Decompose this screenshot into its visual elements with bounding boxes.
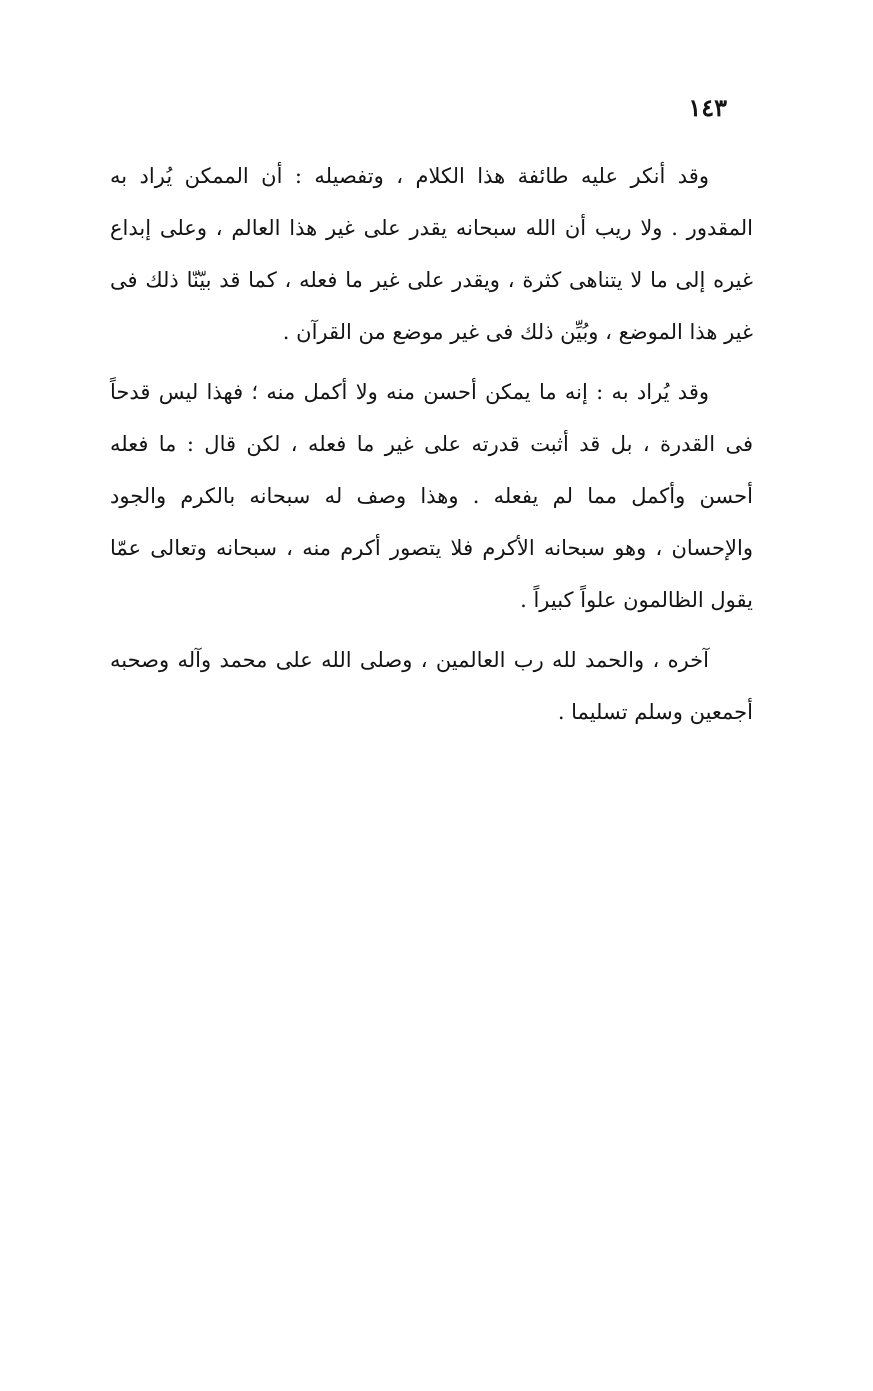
body-text	[110, 150, 753, 746]
paragraph-2: وقد يُراد به : إنه ما يمكن أحسن منه ولا أكمل منه ؛ فهذا ليس قدحاً فى القدرة ، بل قد أثبت قدرته على غير ما فعله ، لكن قال : ما فعله أحسن وأكمل مما لم يفعله . وهذا وصف له سبحانه بالكرم والجود والإحسان ، وهو سبحانه الأكرم فلا يتصور أكرم منه ، سبحانه وتعالى عمّا يقول الظالمون علواً كبيراً .	[110, 380, 753, 612]
paragraph-1: وقد أنكر عليه طائفة هذا الكلام ، وتفصيله : أن الممكن يُراد به المقدور . ولا ريب أن الله سبحانه يقدر على غير هذا العالم ، وعلى إبداع غيره إلى ما لا يتناهى كثرة ، ويقدر على غير ما فعله ، كما قد بيّنّا ذلك فى غير هذا الموضع ، وبُيِّن ذلك فى غير موضع من القرآن .	[110, 164, 753, 344]
paragraph-3: آخره ، والحمد لله رب العالمين ، وصلى الله على محمد وآله وصحبه أجمعين وسلم تسليما .	[110, 648, 753, 724]
page-number: ١٤٣	[688, 93, 727, 122]
